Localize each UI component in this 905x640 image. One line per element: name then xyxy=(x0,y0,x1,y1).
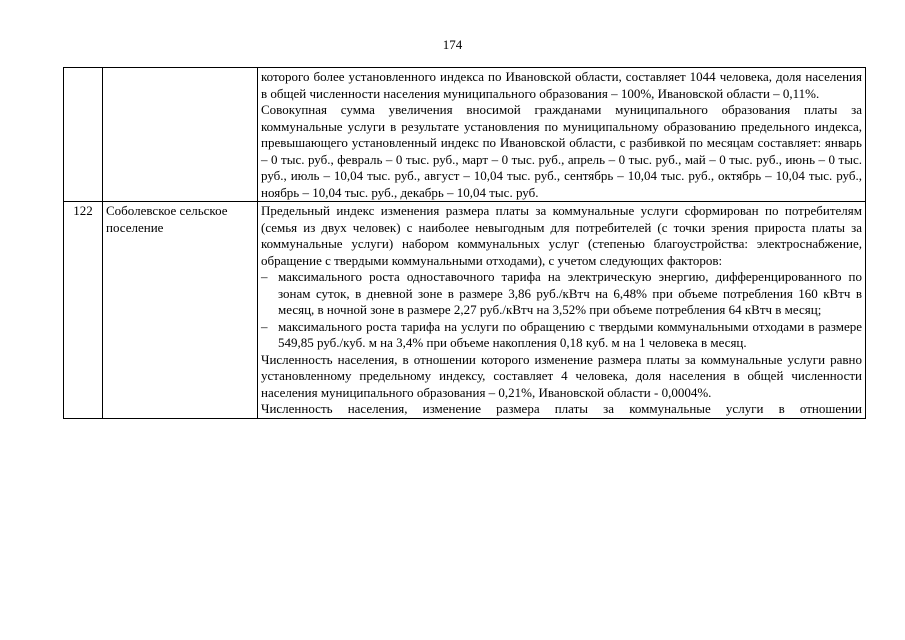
description-cell xyxy=(258,68,866,202)
population-paragraph: Численность населения, в отношении которого изменение размера платы за коммунальные услуги равно установленному предельному индексу, составляет 4 человека, доля населения в общей численности населения муниципального образования – 0,21%, Ивановской области - 0,0004%. xyxy=(261,351,862,400)
row-number-cell xyxy=(64,68,103,202)
municipality-cell: Соболевское сельское поселение xyxy=(103,202,258,419)
factor-text: максимального роста тарифа на услуги по обращению с твердыми коммунальными отходами в размере 549,85 руб./куб. м на 3,4% при объеме накопления 0,18 куб. м на 1 человека в месяц. xyxy=(278,318,862,350)
population-continued-paragraph: Численность населения, изменение размера платы за коммунальные услуги в отношении xyxy=(261,401,862,416)
document-table xyxy=(63,67,866,419)
page-number: 174 xyxy=(442,37,463,52)
factor-list-item xyxy=(261,319,862,352)
description-cell xyxy=(258,202,866,419)
row-number-cell: 122 xyxy=(64,202,103,419)
table-row xyxy=(64,202,866,419)
continued-paragraph: которого более установленного индекса по Ивановской области, составляет 1044 человека, доля населения в общей численности населения муниципального образования – 100%, Ивановской области – 0,11%. xyxy=(261,69,862,101)
dash-marker: – xyxy=(261,269,268,284)
index-intro-paragraph: Предельный индекс изменения размера платы за коммунальные услуги сформирован по потребителям (семья из двух человек) с наиболее невыгодным для потребителей (с точки зрения прироста платы за коммунальные услуги) набором коммунальных услуг (степенью благоустройства: электроснабжение, обращение с твердыми коммунальными отходами), с учетом следующих факторов: xyxy=(261,203,862,268)
factor-list-item xyxy=(261,269,862,319)
dash-marker: – xyxy=(261,318,268,334)
table-row xyxy=(64,68,866,202)
factor-text: максимального роста одноставочного тарифа на электрическую энергию, дифференцированного по зонам суток, в дневной зоне в размере 3,86 руб./кВтч на 6,48% при объеме потребления 160 кВтч в месяц, в ночной зоне в размере 2,27 руб./кВтч на 3,52% при объеме потребления 64 кВтч в месяц; xyxy=(278,269,862,317)
municipality-cell xyxy=(103,68,258,202)
monthly-sum-paragraph: Совокупная сумма увеличения вносимой гражданами муниципального образования платы за коммунальные услуги в результате установления по муниципальному образованию предельного индекса, превышающего установленный индекс по Ивановской области, с разбивкой по месяцам составляет: январь – 0 тыс. руб., февраль – 0 тыс. руб., март – 0 тыс. руб., апрель – 0 тыс. руб., май – 0 тыс. руб., июнь – 0 тыс. руб., июль – 10,04 тыс. руб., август – 10,04 тыс. руб., сентябрь – 10,04 тыс. руб., октябрь – 10,04 тыс. руб., ноябрь – 10,04 тыс. руб., декабрь – 10,04 тыс. руб. xyxy=(261,102,862,200)
